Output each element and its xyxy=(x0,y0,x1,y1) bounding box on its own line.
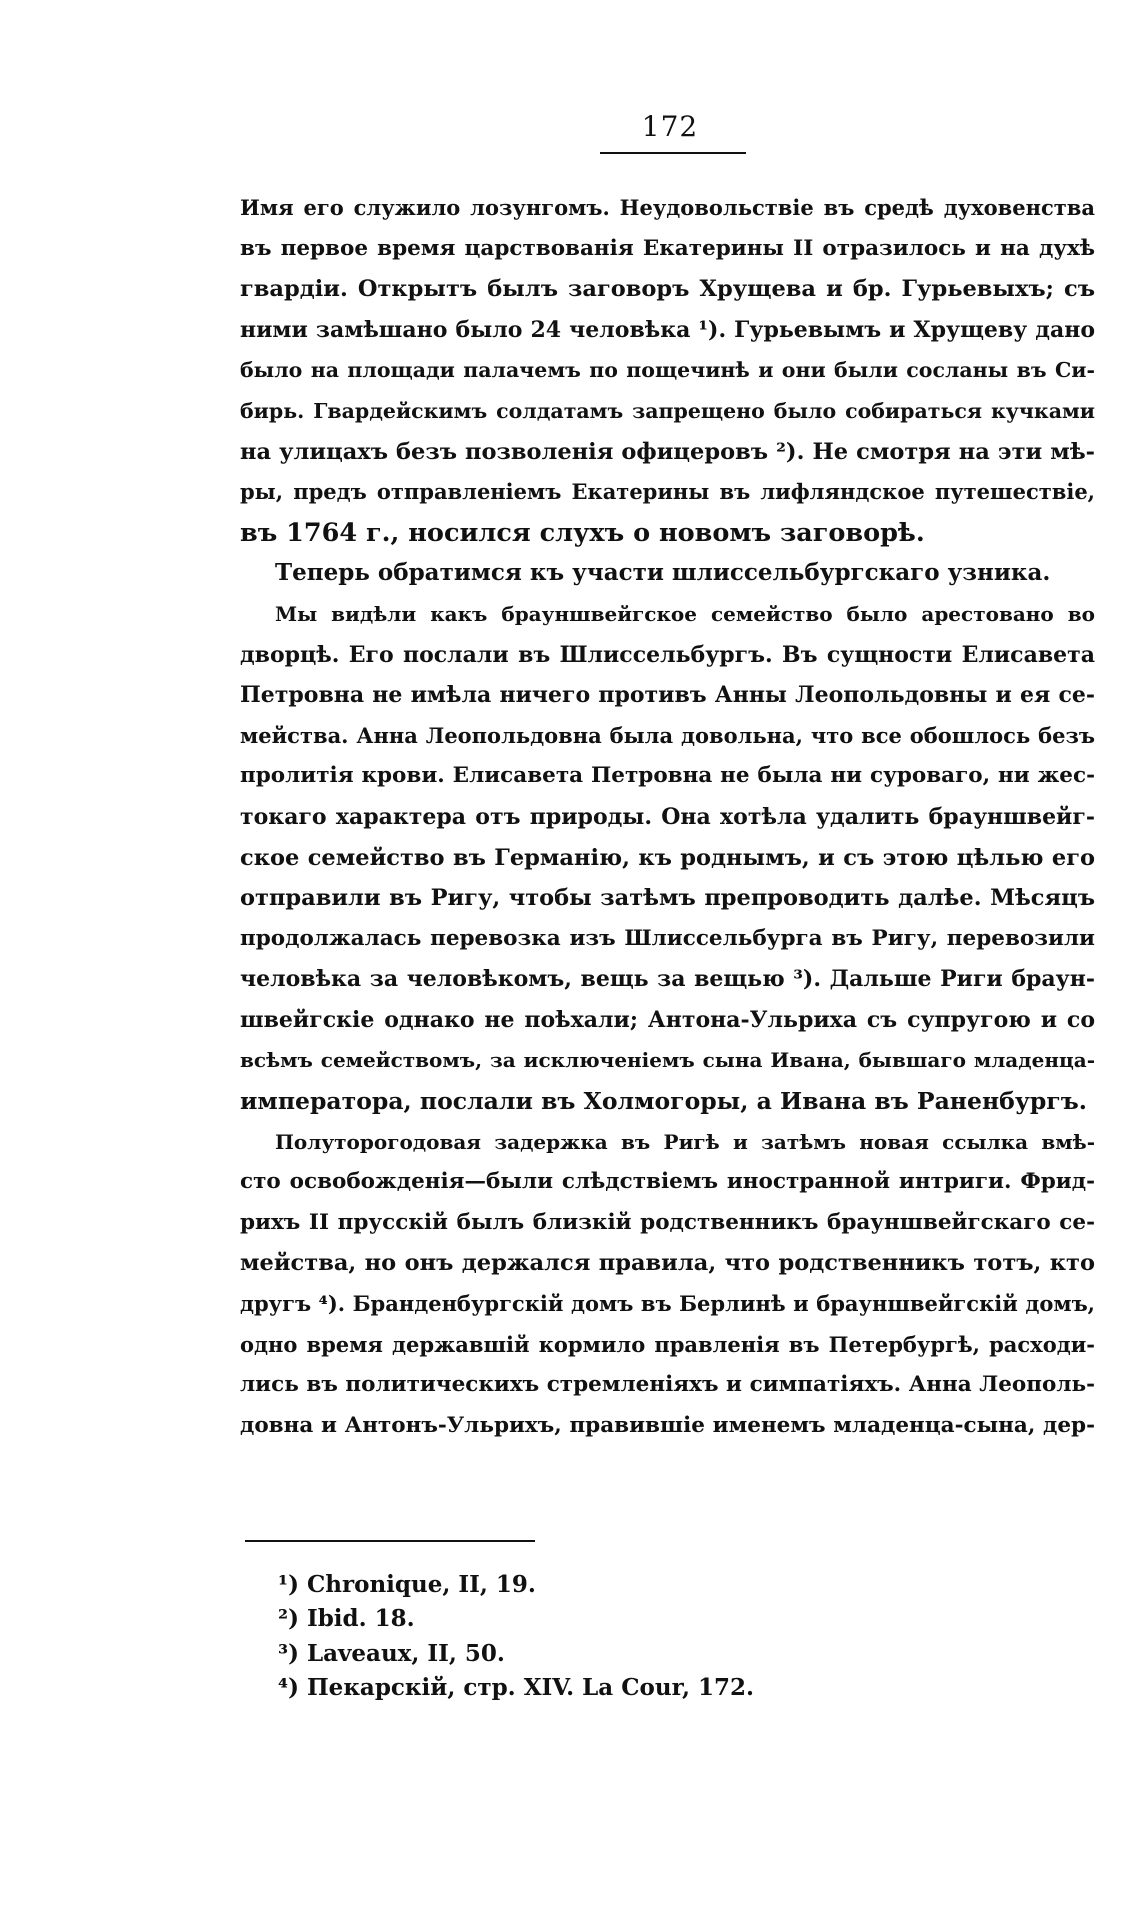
text-line: рихъ II прусскій былъ близкій родственникъ брауншвейгскаго се- xyxy=(240,1209,1095,1235)
body-text xyxy=(240,188,1095,1446)
text-line: было на площади палачемъ по пощечинѣ и они были сосланы въ Си- xyxy=(240,358,1095,383)
text-line: императора, послали въ Холмогоры, а Ивана въ Раненбургъ. xyxy=(240,1087,1087,1116)
text-line: бирь. Гвардейскимъ солдатамъ запрещено было собираться кучками xyxy=(240,398,1095,423)
text-line: швейгскіе однако не поѣхали; Антона-Ульриха съ супругою и со xyxy=(240,1006,1095,1033)
page-number: 172 xyxy=(641,110,699,143)
footnote: ¹) Chronique, II, 19. xyxy=(278,1571,536,1598)
text-line: человѣка за человѣкомъ, вещь за вещью ³). Дальше Риги браун- xyxy=(240,966,1095,993)
footnote: ³) Laveaux, II, 50. xyxy=(278,1639,505,1667)
text-line: продолжалась перевозка изъ Шлиссельбурга въ Ригу, перевозили xyxy=(240,925,1095,951)
text-line: Полуторогодовая задержка въ Ригѣ и затѣмъ новая ссылка вмѣ- xyxy=(275,1129,1095,1154)
footnote-separator xyxy=(245,1540,535,1542)
text-line: сто освобожденія—были слѣдствіемъ иностранной интриги. Фрид- xyxy=(240,1169,1095,1195)
footnote: ²) Ibid. 18. xyxy=(278,1605,415,1633)
footnotes xyxy=(278,1568,978,1706)
text-line: ры, предъ отправленіемъ Екатерины въ лифляндское путешествіе, xyxy=(240,479,1095,505)
text-line: довна и Антонъ-Ульрихъ, правившіе именемъ младенца-сына, дер- xyxy=(240,1412,1095,1438)
text-line: Мы видѣли какъ брауншвейгское семейство было арестовано во xyxy=(275,601,1095,626)
text-line: въ первое время царствованія Екатерины II отразилось и на духѣ xyxy=(240,235,1095,261)
text-line: гвардіи. Открытъ былъ заговоръ Хрущева и бр. Гурьевыхъ; съ xyxy=(240,276,1095,303)
text-line: мейства. Анна Леопольдовна была довольна, что все обошлось безъ xyxy=(240,722,1095,748)
text-line: ское семейство въ Германію, къ роднымъ, и съ этою цѣлью его xyxy=(240,844,1095,871)
text-line: пролитія крови. Елисавета Петровна не была ни суроваго, ни жес- xyxy=(240,763,1095,789)
text-line: Имя его служило лозунгомъ. Неудовольствіе въ средѣ духовенства xyxy=(240,195,1095,220)
footnote: ⁴) Пекарскій, стр. XIV. La Cour, 172. xyxy=(278,1674,755,1702)
text-line: всѣмъ семействомъ, за исключеніемъ сына Ивана, бывшаго младенца- xyxy=(240,1048,1095,1073)
text-line: токаго характера отъ природы. Она хотѣла удалить брауншвейг- xyxy=(240,803,1095,830)
text-line: дворцѣ. Его послали въ Шлиссельбургъ. Въ сущности Елисавета xyxy=(240,641,1095,668)
text-line: лись въ политическихъ стремленіяхъ и симпатіяхъ. Анна Леополь- xyxy=(240,1372,1095,1398)
text-line: отправили въ Ригу, чтобы затѣмъ препроводить далѣе. Мѣсяцъ xyxy=(240,885,1095,912)
text-line: одно время державшій кормило правленія въ Петербургѣ, расходи- xyxy=(240,1331,1095,1357)
text-line: на улицахъ безъ позволенія офицеровъ ²). Не смотря на эти мѣ- xyxy=(240,438,1095,465)
text-line: мейства, но онъ держался правила, что родственникъ тотъ, кто xyxy=(240,1250,1095,1277)
text-line: въ 1764 г., носился слухъ о новомъ заговорѣ. xyxy=(240,517,925,548)
page-number-rule xyxy=(600,152,746,154)
text-line: Петровна не имѣла ничего противъ Анны Леопольдовны и ея се- xyxy=(240,682,1095,709)
text-line: Теперь обратимся къ участи шлиссельбургскаго узника. xyxy=(275,559,1051,587)
text-line: другъ ⁴). Бранденбургскій домъ въ Берлинѣ и брауншвейгскій домъ, xyxy=(240,1291,1095,1317)
text-line: ними замѣшано было 24 человѣка ¹). Гурьевымъ и Хрущеву дано xyxy=(240,316,1095,343)
